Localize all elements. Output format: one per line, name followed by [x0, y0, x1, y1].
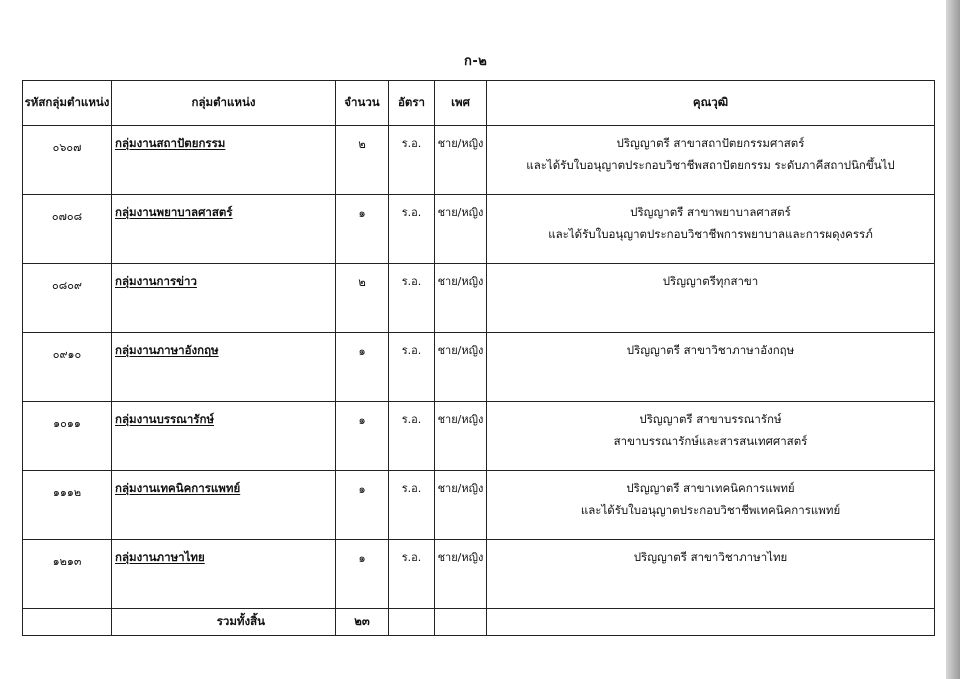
table-row	[23, 126, 935, 195]
cell-rate: ร.อ.	[389, 333, 435, 402]
cell-count: ๑	[336, 195, 389, 264]
cell-rate: ร.อ.	[389, 540, 435, 609]
total-empty-cell	[23, 609, 112, 636]
cell-qualification	[487, 540, 935, 609]
header-group: กลุ่มตำแหน่ง	[112, 81, 336, 126]
qualification-line-2	[487, 292, 934, 314]
cell-count: ๑	[336, 471, 389, 540]
qualification-line-1: ปริญญาตรีทุกสาขา	[662, 274, 759, 288]
cell-sex: ชาย/หญิง	[435, 402, 487, 471]
table-row	[23, 264, 935, 333]
cell-code: ๐๙๑๐	[23, 333, 112, 402]
scan-edge-shadow	[946, 0, 960, 679]
cell-count: ๑	[336, 333, 389, 402]
cell-group	[112, 126, 336, 195]
cell-qualification	[487, 402, 935, 471]
total-row	[23, 609, 935, 636]
qualification-line-1: ปริญญาตรี สาขาสถาปัตยกรรมศาสตร์	[616, 136, 805, 150]
group-name: กลุ่มงานพยาบาลศาสตร์	[115, 205, 233, 219]
cell-count: ๒	[336, 126, 389, 195]
cell-code: ๐๘๐๙	[23, 264, 112, 333]
header-sex: เพศ	[435, 81, 487, 126]
cell-code: ๐๖๐๗	[23, 126, 112, 195]
cell-sex: ชาย/หญิง	[435, 264, 487, 333]
qualification-line-1: ปริญญาตรี สาขาวิชาภาษาอังกฤษ	[626, 343, 795, 357]
position-table	[22, 80, 935, 636]
qualification-line-2: และได้รับใบอนุญาตประกอบวิชาชีพสถาปัตยกรรม ระดับภาคีสถาปนิกขึ้นไป	[526, 158, 895, 172]
cell-rate: ร.อ.	[389, 264, 435, 333]
header-rate: อัตรา	[389, 81, 435, 126]
table-row	[23, 333, 935, 402]
qualification-line-2: และได้รับใบอนุญาตประกอบวิชาชีพการพยาบาลและการผดุงครรภ์	[548, 227, 873, 241]
qualification-line-1: ปริญญาตรี สาขาบรรณารักษ์	[639, 412, 782, 426]
qualification-line-1: ปริญญาตรี สาขาเทคนิคการแพทย์	[626, 481, 795, 495]
qualification-line-1: ปริญญาตรี สาขาวิชาภาษาไทย	[633, 550, 788, 564]
page-number: ก-๒	[464, 54, 488, 69]
group-name: กลุ่มงานการข่าว	[115, 274, 197, 288]
cell-sex: ชาย/หญิง	[435, 471, 487, 540]
cell-sex: ชาย/หญิง	[435, 195, 487, 264]
cell-rate: ร.อ.	[389, 126, 435, 195]
cell-qualification	[487, 333, 935, 402]
cell-group	[112, 471, 336, 540]
header-code: รหัสกลุ่มตำแหน่ง	[23, 81, 112, 126]
cell-count: ๑	[336, 540, 389, 609]
cell-count: ๑	[336, 402, 389, 471]
qualification-line-2: สาขาบรรณารักษ์และสารสนเทศศาสตร์	[613, 434, 808, 448]
cell-qualification	[487, 471, 935, 540]
cell-qualification	[487, 195, 935, 264]
total-label: รวมทั้งสิ้น	[112, 609, 336, 636]
group-name: กลุ่มงานเทคนิคการแพทย์	[115, 481, 241, 495]
header-count: จำนวน	[336, 81, 389, 126]
cell-sex: ชาย/หญิง	[435, 126, 487, 195]
cell-group	[112, 264, 336, 333]
cell-sex: ชาย/หญิง	[435, 333, 487, 402]
total-empty-cell	[487, 609, 935, 636]
header-qualification: คุณวุฒิ	[487, 81, 935, 126]
cell-group	[112, 195, 336, 264]
qualification-line-2: และได้รับใบอนุญาตประกอบวิชาชีพเทคนิคการแพทย์	[580, 503, 841, 517]
cell-group	[112, 540, 336, 609]
total-empty-cell	[435, 609, 487, 636]
table-row	[23, 540, 935, 609]
cell-code: ๑๐๑๑	[23, 402, 112, 471]
qualification-line-1: ปริญญาตรี สาขาพยาบาลศาสตร์	[630, 205, 791, 219]
table-header-row	[23, 81, 935, 126]
cell-rate: ร.อ.	[389, 402, 435, 471]
cell-code: ๐๗๐๘	[23, 195, 112, 264]
table-row	[23, 471, 935, 540]
qualification-line-2	[487, 568, 934, 590]
group-name: กลุ่มงานสถาปัตยกรรม	[115, 136, 226, 150]
cell-count: ๒	[336, 264, 389, 333]
cell-qualification	[487, 126, 935, 195]
cell-code: ๑๑๑๒	[23, 471, 112, 540]
cell-code: ๑๒๑๓	[23, 540, 112, 609]
group-name: กลุ่มงานภาษาอังกฤษ	[115, 343, 219, 357]
cell-rate: ร.อ.	[389, 195, 435, 264]
cell-sex: ชาย/หญิง	[435, 540, 487, 609]
qualification-line-2	[487, 361, 934, 383]
cell-group	[112, 333, 336, 402]
cell-rate: ร.อ.	[389, 471, 435, 540]
cell-group	[112, 402, 336, 471]
total-empty-cell	[389, 609, 435, 636]
table-row	[23, 195, 935, 264]
group-name: กลุ่มงานภาษาไทย	[115, 550, 205, 564]
table-row	[23, 402, 935, 471]
total-count: ๒๓	[336, 609, 389, 636]
cell-qualification	[487, 264, 935, 333]
group-name: กลุ่มงานบรรณารักษ์	[115, 412, 215, 426]
